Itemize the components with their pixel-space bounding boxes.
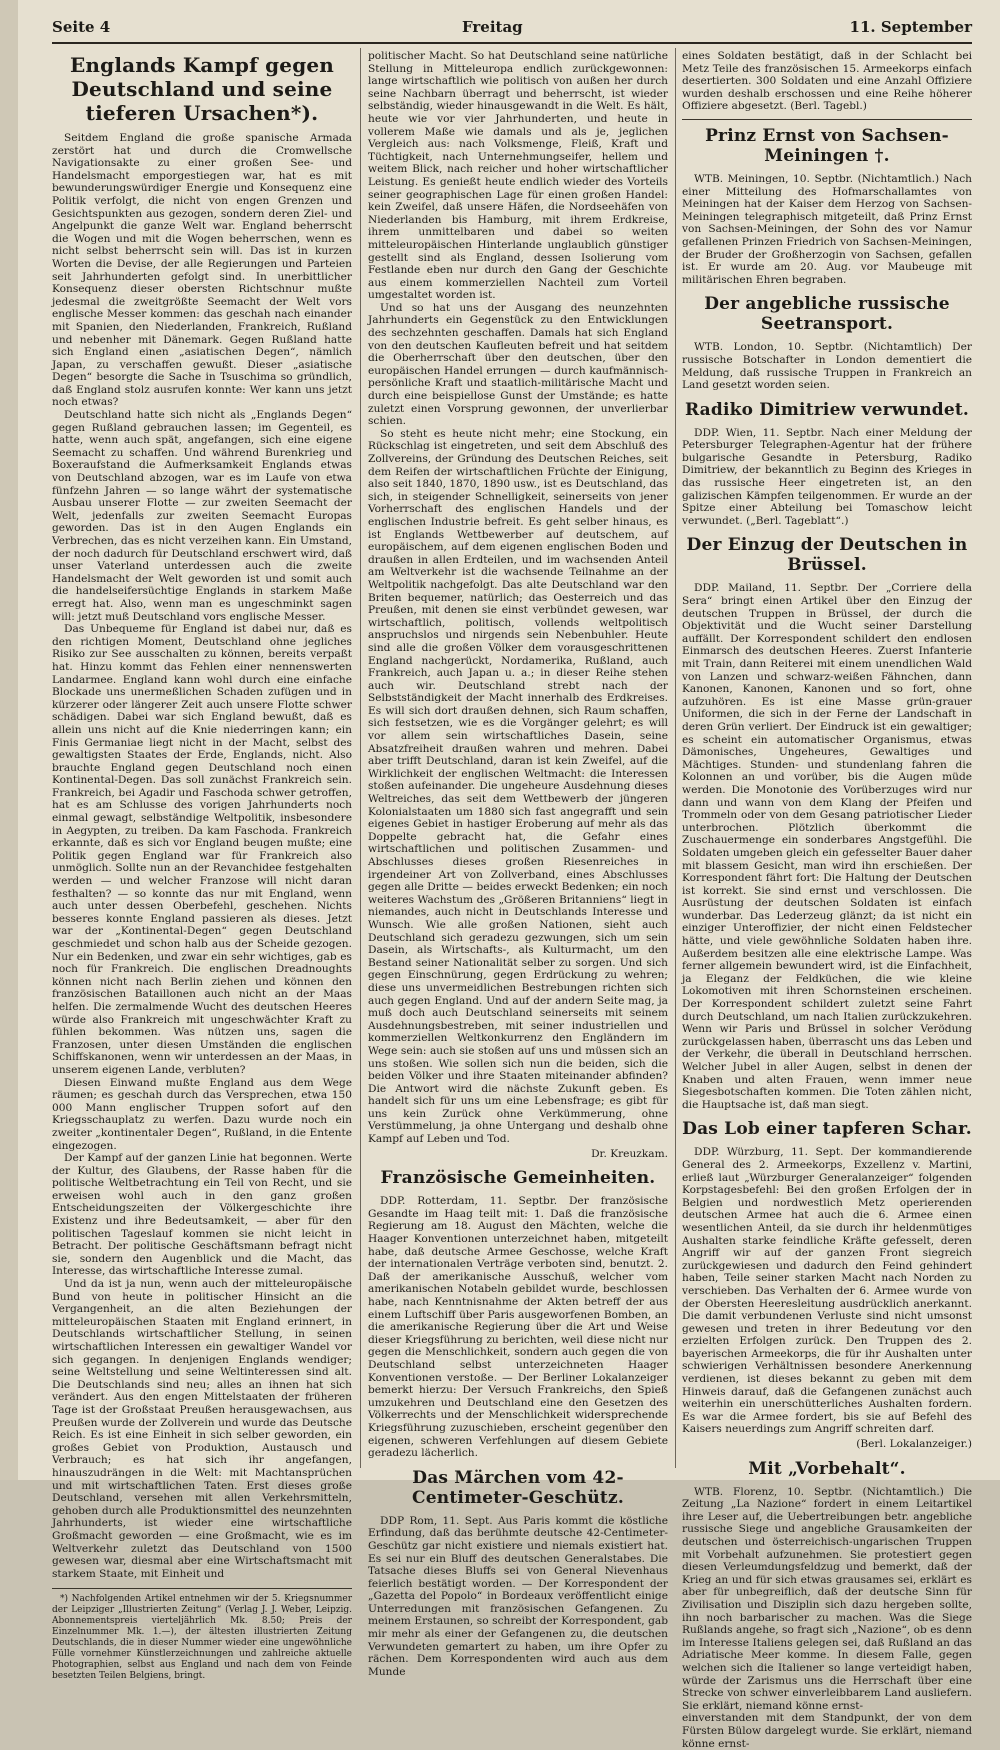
paragraph: So steht es heute nicht mehr; eine Stockung, ein Rückschlag ist eingetreten, und seit dem Abschluß des Zollvereins, der Gründung des Deutschen Reiches, seit dem Reifen der wirtschaftlichen Früchte der Einigung, also seit 1840, 1870, 1890 usw., ist es Deutschland, das sich, in steigender Schnelligkeit, seinerseits von jener Vorherrschaft des englischen Handels und der englischen Industrie befreit. Es geht selber hinaus, es ist Englands Wettbewerber auf deutschem, auf europäischem, auf dem eigenen englischen Boden und draußen in allen Erdteilen, und im wachsenden Anteil am Weltverkehr ist die wachsende Teilnahme an der Weltpolitik nachgefolgt. Das alte Deutschland war den Briten bequemer, natürlich; das Oesterreich und das Preußen, mit denen sie einst verbündet gewesen, war wirtschaftlich, politisch, vollends weltpolitisch anspruchslos und nirgends sein Nebenbuhler. Heute sind alle die großen Völker dem vorausgeschrittenen England nachgerückt, Nordamerika, Rußland, auch Frankreich, auch Japan u. a.; in dieser Reihe stehen auch wir. Deutschland strebt nach der Selbstständigkeit der Macht innerhalb des Erdkreises. Es will sich dort draußen dehnen, sich Raum schaffen, sich festsetzen, wie es die Vorgänger gelehrt; es will vor allem sein wirtschaftliches Dasein, seine Absatzfreiheit draußen wahren und mehren. Dabei aber trifft Deutschland, daran ist kein Zweifel, auf die Wirklichkeit der englischen Weltmacht: die Interessen stoßen aufeinander. Die ungeheure Ausdehnung dieses Weltreiches, das seit dem Wettbewerb der jüngeren Kolonialstaaten um 1880 sich fast angegrafft und sein eigenes Gebiet in hastiger Eroberung auf mehr als das Doppelte gebracht hat, die Gefahr eines wirtschaftlichen und politischen Zusammen- und Abschlusses dieses großen Riesenreiches in irgendeiner Art von Zollverband, eines Abschlusses gegen alle Dritte — beides erweckt Bedenken; ein noch weiteres Wachstum des „Größeren Britanniens“ liegt in niemandes, auch nicht in Deutschlands Interesse und Wunsch. Wie alle großen Nationen, sieht auch Deutschland sich geradezu gezwungen, sich um sein Dasein, als Wirtschafts-, als Kulturmacht, um den Bestand seiner Nationalität selber zu sorgen. Und sich gegen Einschnürung, gegen Erdrückung zu wehren; diese uns unvermeidlichen Bestrebungen richten sich auch gegen England. Und auf der andern Seite mag, ja muß doch auch Deutschland seinerseits mit seinem Ausdehnungsbestreben, mit seiner industriellen und kommerziellen Weltkonkurrenz den Engländern im Wege sein: auch sie stoßen auf uns und müssen sich an uns stoßen. Wie sollen sich nun die beiden, sich die beiden Völker und ihre Staaten miteinander abfinden? Die Antwort wird die nächste Zukunft geben. Es handelt sich für uns um eine Lebensfrage; es gibt für uns kein Zurück ohne Verkümmerung, ohne Verstümmelung, ja ohne Untergang und deshalb ohne Kampf auf Leben und Tod.: [368, 427, 668, 1146]
footnote: *) Nachfolgenden Artikel entnehmen wir der 5. Kriegsnummer der Leipziger „Illustrierten Zeitung“ (Verlag J. J. Weber, Leipzig. Abonnementspreis vierteljährlich Mk. 8.50; Preis der Einzelnummer Mk. 1.—), der ältesten illustrierten Zeitung Deutschlands, die in dieser Nummer wieder eine ungewöhnliche Fülle vornehmer Künstlerzeichnungen und zahlreiche aktuelle Photographien, selbst aus England und nach dem von Feinde besetzten Teilen Belgiens, bringt.: [52, 1588, 352, 1682]
paragraph: eines Soldaten bestätigt, daß in der Schlacht bei Metz Teile des französischen 15. Armeekorps einfach desertierten. 300 Soldaten und eine Anzahl Offiziere wurden deshalb erschossen und eine Reihe höherer Offiziere abgesetzt. (Berl. Tagebl.): [682, 50, 972, 113]
article-title-seetransport: Der angebliche russische Seetransport.: [704, 294, 950, 335]
paragraph: DDP. Rotterdam, 11. Septbr. Der französische Gesandte im Haag teilt mit: 1. Daß die französische Regierung am 18. August den Mächten, welche die Haager Konventionen unterzeichnet haben, mitgeteilt habe, daß deutsche Armee Geschosse, welche Kraft der internationalen Verträge verboten sind, benutzt. 2. Daß der amerikanische Ausschuß, welcher vom amerikanischen Notabeln gebildet wurde, beschlossen habe, nach Kenntnisnahme der Akten betreff der aus einem Luftschiff über Paris ausgeworfenen Bomben, an die amerikanische Regierung über die Art und Weise dieser Kriegsführung zu berichten, weil diese nicht nur gegen die Menschlichkeit, sondern auch gegen die von Deutschland selbst unterzeichneten Haager Konventionen verstoße. — Der Berliner Lokalanzeiger bemerkt hierzu: Der Versuch Frankreichs, den Spieß umzukehren und Deutschland eine den Gesetzen des Völkerrechts und der Menschlichkeit widersprechende Kriegsführung zuzuschieben, erscheint gegenüber den eigenen, schweren Verfehlungen auf diesem Gebiete geradezu lächerlich.: [368, 1195, 668, 1460]
divider: [682, 119, 972, 120]
article-title-dimitriew: Radiko Dimitriew verwundet.: [684, 399, 970, 420]
paragraph: DDP. Mailand, 11. Septbr. Der „Corriere della Sera“ bringt einen Artikel über den Einzug der deutschen Truppen in Brüssel, der durch die Objektivität und die Wucht seiner Darstellung auffällt. Der Korrespondent schildert den endlosen Einmarsch des deutschen Heeres. Zuerst Infanterie mit Train, dann Reiterei mit einem unendlichen Wald von Lanzen und schwarz-weißen Fähnchen, dann Kanonen, Kanonen, Kanonen und so fort, ohne aufzuhören. Es ist eine Masse grün-grauer Uniformen, die sich in der Ferne der Landschaft in deren Grün verliert. Der Eindruck ist ein gewaltiger; es scheint ein automatischer Organismus, etwas Dämonisches, Ungeheures, Gewaltiges und Mächtiges. Stunden- und stundenlang fahren die Kolonnen an und vorüber, bis die Augen müde werden. Die Monotonie des Vorüberzuges wird nur dann und wann von dem Klang der Pfeifen und Trommeln oder von dem Gesang patriotischer Lieder unterbrochen. Plötzlich überkommt die Zuschauermenge ein sonderbares Angstgefühl. Die Soldaten umgeben gleich ein gefesselter Bauer daher mit blassem Gesicht, man wird ihn erschießen. Der Korrespondent fährt fort: Die Haltung der Deutschen ist korrekt. Sie sind ernst und verschlossen. Die Ausrüstung der deutschen Soldaten ist einfach wunderbar. Das Lederzeug glänzt; da ist nicht ein einziger Unteroffizier, der nicht einen Feldstecher hätte, und viele gewöhnliche Soldaten haben ihre. Außerdem besitzen alle eine elektrische Lampe. Was ferner allgemein bewundert wird, ist die Einfachheit, ja Eleganz der Feldküchen, die wie kleine Lokomotiven mit ihren Schornsteinen erscheinen. Der Korrespondent schildert zuletzt seine Fahrt durch Deutschland, um nach Italien zurückzukehren. Wenn wir Paris und Brüssel in solcher Verödung zurückgelassen haben, überrascht uns das Leben und der Verkehr, die überall in Deutschland herrschen. Welcher Jubel in aller Augen, selbst in denen der Knaben und alten Frauen, wenn immer neue Siegesbotschaften kommen. Die Toten zählen nicht, die Hauptsache ist, daß man siegt.: [682, 582, 972, 1111]
article-title-vorbehalt: Mit „Vorbehalt“.: [748, 1458, 906, 1479]
author-signature: Dr. Kreuzkam.: [591, 1147, 668, 1160]
column-2: [368, 50, 668, 1678]
paragraph: einverstanden mit dem Standpunkt, der von dem Fürsten Bülow dargelegt wurde. Sie erklärt, niemand könne ernst-: [682, 1712, 972, 1750]
paragraph: Deutschland hatte sich nicht als „Englands Degen“ gegen Rußland gebrauchen lassen; im Gegenteil, es hatte, wenn auch spät, angefangen, sich eine eigene Seemacht zu schaffen. Und während Burenkrieg und Boxeraufstand die Aufmerksamkeit Englands etwas von Deutschland abzogen, war es im Laufe von etwa fünfzehn Jahren — so lange währt der systematische Ausbau unserer Flotte — zur zweiten Seemacht der Welt, jedenfalls zur zweiten Seemacht Europas geworden. Das ist in den Augen Englands ein Verbrechen, das es nicht verzeihen kann. Ein Umstand, der noch dadurch für Deutschland erschwert wird, daß unser Vaterland unterdessen auch die zweite Handelsmacht der Welt geworden ist und somit auch die handelseifersüchtige Englands in starkem Maße erregt hat. Also, wenn man es ungeschminkt sagen will: jetzt muß Deutschland vors englische Messer.: [52, 409, 352, 623]
article-title-prinz-ernst: Prinz Ernst von Sachsen-Meiningen †.: [705, 125, 949, 166]
paragraph: Das Unbequeme für England ist dabei nur, daß es den richtigen Moment, Deutschland ohne jegliches Risiko zur See ausschalten zu können, bereits verpaßt hat. Hinzu kommt das Fehlen einer nennenswerten Landarmee. England kann wohl durch eine einfache Blockade uns unermeßlichen Schaden zufügen und in kürzerer oder längerer Zeit auch unsere Flotte schwer schädigen. Dabei war sich England bewußt, daß es allein uns nicht auf die Knie niederringen kann; ein Finis Germaniae liegt nicht in der Macht, selbst des gewaltigsten Staates der Erde, Englands, nicht. Also brauchte England gegen Deutschland noch einen Kontinental-Degen. Das soll zunächst Frankreich sein. Frankreich, bei Agadir und Faschoda schwer getroffen, hat es am Schlusse des vorigen Jahrhunderts noch einmal gewagt, selbständige Weltpolitik, insbesondere in Aegypten, zu treiben. Da kam Faschoda. Frankreich erkannte, daß es sich vor England beugen mußte; eine Politik gegen England war für Frankreich also unmöglich. Sollte nun an der Revanchidee festgehalten werden — und welcher Franzose will nicht daran festhalten? — so konnte das nur mit England, wenn auch unter dessen Oberbefehl, geschehen. Nichts besseres konnte England passieren als dieses. Jetzt war der „Kontinental-Degen“ gegen Deutschland geschmiedet und schon halb aus der Scheide gezogen. Nur ein Bedenken, und zwar ein sehr wichtiges, gab es noch für Frankreich. Die englischen Dreadnoughts können nicht nach Berlin ziehen und können den französischen Bataillonen auch nicht an der Maas helfen. Die zermalmende Wucht des deutschen Heeres würde also Frankreich mit ungeschwächter Kraft zu fühlen bekommen. Was nützen uns, sagen die Franzosen, unter diesen Umständen die englischen Schiffskanonen, wenn wir unterdessen an der Maas, in unserem eigenen Lande, verbluten?: [52, 623, 352, 1076]
article-title-tapfere-schar: Das Lob einer tapferen Schar.: [682, 1119, 972, 1140]
source-credit: (Berl. Lokalanzeiger.): [856, 1438, 972, 1451]
paragraph: DDP. Würzburg, 11. Sept. Der kommandierende General des 2. Armeekorps, Exzellenz v. Martini, erließ laut „Würzburger Generalanzeiger“ folgenden Korpstagesbefehl: Bei den großen Erfolgen der in Belgien und nordwestlich Metz operierenden deutschen Armee hat auch die 6. Armee einen wesentlichen Anteil, da sie durch ihr heldenmütiges Aushalten starke feindliche Kräfte gefesselt, deren Angriff wir auf der ganzen Front siegreich zurückgewiesen und dadurch den Feind gehindert haben, Teile seiner starken Macht nach Norden zu verschieben. Das Verhalten der 6. Armee wurde von der Obersten Heeresleitung ausdrücklich anerkannt. Die damit verbundenen Verluste sind nicht umsonst gewesen und treten in ihrer Bedeutung vor den erzielten Erfolgen zurück. Den Truppen des 2. bayerischen Armeekorps, die für ihr Aushalten unter schwierigen Verhältnissen besondere Anerkennung verdienen, ist dieses bekannt zu geben mit dem Hinweis darauf, daß die Gefangenen zunächst auch weiterhin ein unerschütterliches Aushalten fordern. Es war die Armee fordert, bis sie auf Befehl des Kaisers neuerdings zum Angriff schreiten darf.: [682, 1146, 972, 1436]
column-rule: [675, 48, 676, 1468]
paragraph: Seitdem England die große spanische Armada zerstört hat und durch die Cromwellsche Navigationsakte zu einer großen See- und Handelsmacht emporgestiegen war, hat es mit bewunderungswürdiger Energie und Konsequenz eine Politik verfolgt, die nicht von engen Grenzen und Gesichtspunkten aus gezogen, sondern deren Ziel- und Angelpunkt die ganze Welt war. England beherrscht die Wogen und mit die Wogen beherrschen, wenn es nicht selbst beherrscht sein will. Das ist in kurzen Worten die Devise, der alle Regierungen und Parteien seit Jahrhunderten gefolgt sind. In unerbittlicher Konsequenz dieser obersten Richtschnur mußte jedesmal die zweitgrößte Seemacht der Welt vors englische Messer kommen: das geschah nach einander mit Spanien, den Niederlanden, Frankreich, Rußland und nebenher mit Dänemark. Gegen Rußland hatte sich England einen „asiatischen Degen“, nämlich Japan, zu verschaffen gewußt. Dieser „asiatische Degen“ besorgte die Sache in Tsuschima so gründlich, daß England stolz ausrufen konnte: Wer kann uns jetzt noch etwas?: [52, 132, 352, 409]
paragraph: WTB. Florenz, 10. Septbr. (Nichtamtlich.) Die Zeitung „La Nazione“ fordert in einem Leitartikel ihre Leser auf, die Uebertreibungen betr. angebliche russische Siege und angebliche Grausamkeiten der deutschen und österreichisch-ungarischen Truppen mit Vorbehalt aufzunehmen. Sie protestiert gegen diesen Verleumdungsfeldzug und bemerkt, daß der Krieg an und für sich etwas grausames sei, erklärt es aber für unbegreiflich, daß der deutsche Sinn für Zivilisation und Disziplin sich dazu hergeben sollte, ihn noch barbarischer zu machen. Was die Siege Rußlands angehe, so fragt sich „Nazione“, ob es denn im Interesse Italiens gelegen sei, daß Rußland an das Adriatische Meer komme. In diesem Falle, gegen welchen sich die Italiener so lange verteidigt haben, würde der Zarismus uns die Herrschaft über eine Strecke von schwer einverleibbarem Land ausliefern. Sie erklärt, niemand könne ernst-: [682, 1485, 972, 1712]
paragraph: Und da ist ja nun, wenn auch der mitteleuropäische Bund von heute in politischer Hinsicht an die Vergangenheit, an die alten Beziehungen der mitteleuropäischen Staaten mit England erinnert, in Deutschlands wirtschaftlicher Stellung, in seinen wirtschaftlichen Interessen ein gewaltiger Wandel vor sich gegangen. In denjenigen Englands wendiger; seine Weltstellung und seine Weltinteressen sind alt. Die Deutschlands sind neu; alles an ihnen hat sich verändert. Aus den engen Mittelstaaten der früheren Tage ist der Großstaat Preußen herausgewachsen, aus Preußen wurde der Zollverein und wurde das Deutsche Reich. Es ist eine Einheit in sich selber geworden, ein großes Gebiet von Produktion, Austausch und Verbrauch; es hat sich ihr angefangen, hinauszudrängen in die Welt: mit Machtansprüchen und mit wirtschaftlichen Taten. Erst dieses große Deutschland, versehen mit allen Verkehrsmitteln, gehoben durch alle Produktionsmittel des neunzehnten Jahrhunderts, ist wieder eine wirtschaftliche Großmacht geworden — eine Großmacht, wie es im Weltverkehr zuletzt das Deutschland von 1500 gewesen war, diesmal aber eine Wirtschaftsmacht mit starkem Staate, mit Einheit und: [52, 1278, 352, 1580]
column-rule: [360, 48, 361, 1468]
issue-date: 11. September: [849, 18, 972, 36]
running-header: [52, 14, 972, 44]
page-gutter-left: [0, 0, 18, 1480]
article-title-42cm-geschuetz: Das Märchen vom 42-Centimeter-Geschütz.: [412, 1467, 624, 1508]
paragraph: Und so hat uns der Ausgang des neunzehnten Jahrhunderts ein Gegenstück zu den Entwicklungen des sechzehnten geschaffen. Damals hat sich England von den deutschen Kaufleuten befreit und hat seitdem die Oberherrschaft über den deutschen, über den europäischen Handel errungen — durch kaufmännisch-persönliche Kraft und staatlich-militärische Macht und durch eine beispiellose Gunst der Umstände; es hatte zuletzt einen Vorsprung gewonnen, der unverlierbar schien.: [368, 301, 668, 428]
paragraph: Der Kampf auf der ganzen Linie hat begonnen. Werte der Kultur, des Glaubens, der Rasse haben für die politische Weltbetrachtung ein Teil von Recht, und sie erweisen wohl auch in den ganz großen Entscheidungszeiten der Völkergeschichte ihre Existenz und ihre Bedeutsamkeit, — aber für den politischen Tageslauf kommen sie nicht leicht in Betracht. Der politische Geschäftsmann befragt nicht sie, sondern den Augenblick und die Macht, das Interesse, das wirtschaftliche Interesse zumal.: [52, 1152, 353, 1278]
column-3: [682, 50, 972, 1750]
paragraph: Diesen Einwand mußte England aus dem Wege räumen; es geschah durch das Versprechen, etwa 150 000 Mann englischer Truppen sofort auf den Kriegsschauplatz zu werfen. Dazu wurde noch ein zweiter „kontinentaler Degen“, Rußland, in die Entente eingezogen.: [52, 1076, 352, 1152]
paragraph: politischer Macht. So hat Deutschland seine natürliche Stellung in Mitteleuropa endlich zurückgewonnen: lange wirtschaftlich wie politisch von außen her durch seine Nachbarn überragt und beherrscht, ist wieder selbständig, wieder hinausgewandt in die Welt. Es hält, heute wie vor vier Jahrhunderten, und heute in vollerem Maße wie damals und als je, jeglichen Vergleich aus: nach Volksmenge, Fleiß, Kraft und Tüchtigkeit, nach Unternehmungseifer, hellem und weitem Blick, nach reicher und hoher wirtschaftlicher Leistung. Es genießt heute endlich wieder des Vorteils seiner geographischen Lage für einen großen Handel: kein Zweifel, daß unsere Häfen, die Nordseehäfen von Niederlanden bis Hamburg, mit ihrem Erdkreise, ihrem unmittelbaren und dabei so weiten mitteleuropäischen Hinterlande unglaublich günstiger gestellt sind als England, dessen Isolierung vom Festlande eben nur durch den Gang der Geschichte aus einem kommerziellen Nachteil zum Vorteil umgestaltet worden ist.: [368, 50, 668, 302]
article-title-englands-kampf: Englands Kampf gegen Deutschland und seine tieferen Ursachen*).: [69, 53, 335, 125]
paragraph: WTB. London, 10. Septbr. (Nichtamtlich) Der russische Botschafter in London dementiert die Meldung, daß russische Truppen in Frankreich an Land gesetzt worden seien.: [682, 341, 972, 392]
weekday: Freitag: [462, 18, 523, 36]
paragraph: DDP. Wien, 11. Septbr. Nach einer Meldung der Petersburger Telegraphen-Agentur hat der frühere bulgarische Gesandte in Petersburg, Radiko Dimitriew, der bekanntlich zu Beginn des Krieges in das russische Heer eingetreten ist, an den galizischen Kämpfen teilgenommen. Er wurde an der Spitze einer Abteilung bei Tomaschow leicht verwundet. („Berl. Tageblatt“.): [682, 426, 972, 527]
page-number: Seite 4: [52, 18, 111, 36]
paragraph: WTB. Meiningen, 10. Septbr. (Nichtamtlich.) Nach einer Mitteilung des Hofmarschallamtes von Meiningen hat der Kaiser dem Herzog von Sachsen-Meiningen telegraphisch mitgeteilt, daß Prinz Ernst von Sachsen-Meiningen, der Sohn des vor Namur gefallenen Prinzen Friedrich von Sachsen-Meiningen, der Bruder der Großherzogin von Sachsen, gefallen ist. Er wurde am 20. Aug. vor Maubeuge mit militärischen Ehren begraben.: [682, 172, 972, 286]
column-1: [52, 50, 353, 1682]
paragraph: DDP Rom, 11. Sept. Aus Paris kommt die köstliche Erfindung, daß das berühmte deutsche 42-Centimeter-Geschütz gar nicht existiere und niemals existiert hat. Es sei nur ein Bluff des deutschen Generalstabes. Die Tatsache dieses Bluffs sei von General Nievenhaus feierlich bestätigt worden. — Der Korrespondent der „Gazetta del Popolo“ in Bordeaux veröffentlicht einige Unterredungen mit französischen Gefangenen. Zu meinem Erstaunen, so schreibt der Korrespondent, gab mir mehr als einer der Gefangenen zu, die deutschen Verwundeten gemartert zu haben, um ihre Opfer zu rächen. Dem Korrespondenten wird auch aus dem Munde: [368, 1514, 668, 1678]
article-title-einzug-bruessel: Der Einzug der Deutschen in Brüssel.: [686, 535, 968, 576]
article-title-franzoesische-gemeinheiten: Französische Gemeinheiten.: [380, 1168, 656, 1189]
